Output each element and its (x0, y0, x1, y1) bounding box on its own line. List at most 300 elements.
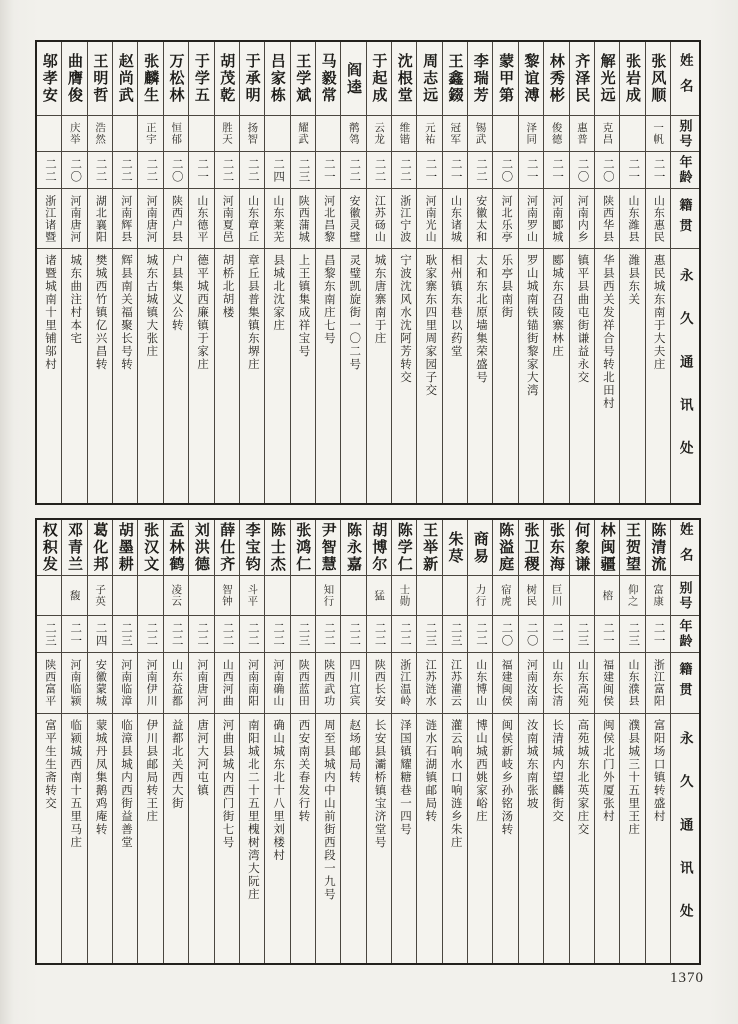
alias-cell (240, 576, 264, 616)
person-age: 二一 (196, 157, 209, 183)
alias-cell (37, 116, 61, 152)
name-cell (138, 520, 162, 576)
person-age: 二一 (652, 157, 665, 183)
native-place-cell (392, 653, 416, 714)
entry-column (163, 42, 188, 503)
person-native-place: 安徽太和 (474, 194, 487, 243)
person-alias: 恒郁 (170, 122, 183, 145)
entry-column (594, 520, 619, 963)
alias-cell (316, 576, 340, 616)
person-name: 王贺望 (623, 522, 641, 573)
person-age: 二四 (94, 621, 107, 647)
directory-table-bottom (35, 518, 701, 965)
alias-cell (417, 116, 441, 152)
person-native-place: 河南夏邑 (221, 194, 234, 243)
address-cell (493, 714, 517, 963)
person-age: 二二 (398, 157, 411, 183)
header-address-label: 永久通讯处 (677, 730, 693, 947)
name-cell (138, 42, 162, 116)
person-name: 黎谊溥 (522, 53, 540, 104)
age-cell (341, 152, 365, 189)
person-native-place: 湖北襄阳 (94, 194, 107, 243)
age-cell (215, 152, 239, 189)
person-name: 邬孝安 (40, 53, 58, 104)
person-address: 蒙城丹凤集鹅鸡庵转 (94, 719, 107, 836)
native-place-cell (341, 189, 365, 249)
person-name: 吕家栋 (268, 53, 286, 104)
person-age: 二二 (475, 621, 488, 647)
name-cell (620, 42, 644, 116)
person-address: 宁波沈风水沈阿芳转交 (398, 254, 411, 384)
person-name: 林闽疆 (598, 522, 616, 573)
native-place-cell (37, 653, 61, 714)
native-place-cell (544, 653, 568, 714)
alias-cell (316, 116, 340, 152)
age-cell (417, 616, 441, 653)
name-cell (341, 520, 365, 576)
name-cell (519, 520, 543, 576)
person-native-place: 陕西户县 (170, 194, 183, 243)
person-name: 张岩成 (623, 53, 641, 104)
address-cell (646, 249, 670, 503)
person-native-place: 山东章丘 (246, 194, 259, 243)
address-cell (316, 249, 340, 503)
person-native-place: 山东潍县 (626, 194, 639, 243)
person-alias: 庆举 (68, 122, 81, 145)
person-name: 陈清流 (649, 522, 667, 573)
age-cell (164, 616, 188, 653)
native-place-cell (367, 189, 391, 249)
entry-column (569, 42, 594, 503)
person-name: 张风顺 (649, 53, 667, 104)
person-address: 闽侯新岐乡孙铭汤转 (500, 719, 513, 836)
person-age: 二二 (221, 621, 234, 647)
person-name: 万松林 (167, 53, 185, 104)
person-age: 二二 (43, 157, 56, 183)
entry-column (239, 520, 264, 963)
entry-column (188, 520, 213, 963)
person-alias: 力行 (474, 584, 487, 607)
alias-cell (493, 116, 517, 152)
header-alias-label: 别号 (677, 580, 693, 611)
address-cell (417, 714, 441, 963)
native-place-cell (417, 189, 441, 249)
alias-cell (113, 576, 137, 616)
person-address: 富阳场口镇转盛村 (652, 719, 665, 823)
alias-cell (88, 576, 112, 616)
alias-cell (519, 576, 543, 616)
age-cell (265, 152, 289, 189)
person-age: 二二 (246, 157, 259, 183)
entry-column (442, 520, 467, 963)
address-cell (519, 249, 543, 503)
person-name: 何象谦 (573, 522, 591, 573)
native-place-cell (265, 653, 289, 714)
name-cell (189, 520, 213, 576)
native-place-cell (164, 189, 188, 249)
person-native-place: 浙江温岭 (398, 659, 411, 707)
person-age: 二〇 (170, 157, 183, 183)
header-column (670, 520, 699, 963)
age-cell (646, 616, 670, 653)
person-age: 二二 (246, 621, 259, 647)
person-alias: 一帆 (652, 122, 665, 145)
person-address: 益都北关西大街 (170, 719, 183, 810)
person-address: 南阳城北二十五里槐树湾大阮庄 (246, 719, 259, 901)
name-cell (291, 42, 315, 116)
person-native-place: 山东濮县 (626, 659, 639, 707)
address-cell (291, 249, 315, 503)
name-cell (417, 42, 441, 116)
address-cell (215, 249, 239, 503)
person-name: 于起成 (370, 53, 388, 104)
alias-cell (138, 576, 162, 616)
person-address: 太和东北原墙集荣盛号 (475, 254, 488, 384)
person-address: 胡桥北胡楼 (221, 254, 234, 319)
person-name: 齐泽民 (573, 53, 591, 104)
person-age: 二三 (627, 621, 640, 647)
person-address: 诸暨城南十里铺邬村 (43, 254, 56, 371)
person-name: 张鸿仁 (294, 522, 312, 573)
person-native-place: 山东惠民 (652, 194, 665, 243)
person-address: 河曲县城内西门街七号 (221, 719, 234, 849)
name-cell (291, 520, 315, 576)
header-name-cell (671, 42, 699, 116)
native-place-cell (316, 653, 340, 714)
address-cell (88, 249, 112, 503)
native-place-cell (417, 653, 441, 714)
person-name: 商易 (471, 530, 489, 565)
header-native-label: 籍贯 (677, 197, 693, 240)
entry-column (112, 520, 137, 963)
name-cell (544, 520, 568, 576)
name-cell (88, 42, 112, 116)
entry-column (442, 42, 467, 503)
person-age: 二一 (424, 157, 437, 183)
person-age: 二二 (322, 621, 335, 647)
person-address: 城东唐寨南于庄 (373, 254, 386, 345)
header-age-cell (671, 152, 699, 189)
person-name: 邓青兰 (66, 522, 84, 573)
entry-column (87, 520, 112, 963)
person-alias: 泽同 (525, 122, 538, 145)
person-native-place: 浙江宁波 (398, 194, 411, 243)
alias-cell (646, 576, 670, 616)
alias-cell (595, 576, 619, 616)
name-cell (646, 42, 670, 116)
native-place-cell (519, 189, 543, 249)
person-native-place: 福建闽侯 (601, 659, 614, 707)
entry-column (61, 42, 86, 503)
age-cell (316, 616, 340, 653)
person-address: 郾城东召陵寨林庄 (551, 254, 564, 358)
person-address: 县城北沈家庄 (272, 254, 285, 332)
person-name: 沈根堂 (395, 53, 413, 104)
person-address: 濮县城三十五里王庄 (627, 719, 640, 836)
entry-column (366, 42, 391, 503)
name-cell (265, 42, 289, 116)
person-native-place: 安徽蒙城 (94, 659, 107, 707)
name-cell (215, 42, 239, 116)
address-cell (88, 714, 112, 963)
age-cell (62, 152, 86, 189)
person-age: 二三 (576, 621, 589, 647)
person-name: 解光远 (598, 53, 616, 104)
age-cell (392, 152, 416, 189)
person-age: 二二 (373, 621, 386, 647)
native-place-cell (468, 189, 492, 249)
native-place-cell (265, 189, 289, 249)
person-name: 曲膺俊 (66, 53, 84, 104)
age-cell (240, 616, 264, 653)
header-age-label: 年龄 (677, 619, 693, 649)
person-name: 尹智慧 (319, 522, 337, 573)
alias-cell (341, 116, 365, 152)
person-address: 镇平县曲屯街谦益永交 (576, 254, 589, 384)
person-native-place: 山东长清 (550, 659, 563, 707)
entry-column (137, 520, 162, 963)
person-name: 薛仕齐 (218, 522, 236, 573)
address-cell (265, 249, 289, 503)
native-place-cell (646, 189, 670, 249)
alias-cell (544, 576, 568, 616)
header-alias-cell (671, 576, 699, 616)
native-place-cell (138, 189, 162, 249)
alias-cell (291, 116, 315, 152)
name-cell (164, 42, 188, 116)
person-name: 胡博尔 (370, 522, 388, 573)
person-alias: 冠军 (449, 122, 462, 145)
person-address: 德平城西廉镇于家庄 (196, 254, 209, 371)
person-name: 李瑞芳 (471, 53, 489, 104)
name-cell (37, 42, 61, 116)
header-address-cell (671, 714, 699, 963)
person-native-place: 浙江富阳 (652, 659, 665, 707)
person-address: 临漳县城内西街益善堂 (120, 719, 133, 849)
person-age: 二三 (43, 621, 56, 647)
entry-column (518, 520, 543, 963)
address-cell (138, 714, 162, 963)
age-cell (138, 616, 162, 653)
name-cell (367, 42, 391, 116)
name-cell (62, 42, 86, 116)
entry-column (340, 520, 365, 963)
age-cell (240, 152, 264, 189)
person-address: 城东古城镇大张庄 (145, 254, 158, 358)
person-alias: 凌云 (170, 584, 183, 607)
address-cell (316, 714, 340, 963)
entry-column (594, 42, 619, 503)
entry-column (619, 42, 644, 503)
person-alias: 维锴 (398, 122, 411, 145)
person-name: 周志远 (421, 53, 439, 104)
person-native-place: 陕西富平 (43, 659, 56, 707)
alias-cell (341, 576, 365, 616)
alias-cell (468, 116, 492, 152)
age-cell (544, 616, 568, 653)
person-age: 二一 (69, 621, 82, 647)
person-age: 二二 (398, 621, 411, 647)
age-cell (164, 152, 188, 189)
native-place-cell (164, 653, 188, 714)
person-address: 泽国镇耀糖巷一四号 (398, 719, 411, 836)
name-cell (316, 520, 340, 576)
name-cell (341, 42, 365, 116)
person-age: 二二 (196, 621, 209, 647)
entry-column (112, 42, 137, 503)
name-cell (240, 520, 264, 576)
person-address: 涟水石湖镇邮局转 (424, 719, 437, 823)
native-place-cell (341, 653, 365, 714)
person-name: 王明哲 (91, 53, 109, 104)
entry-column (416, 520, 441, 963)
person-name: 马毅常 (319, 53, 337, 104)
native-place-cell (468, 653, 492, 714)
person-age: 二二 (120, 157, 133, 183)
person-alias: 耀武 (297, 122, 310, 145)
header-native-label: 籍贯 (677, 662, 693, 704)
person-alias: 斗平 (246, 584, 259, 607)
person-age: 二二 (94, 157, 107, 183)
person-alias: 士勋 (398, 584, 411, 607)
header-address-label: 永久通讯处 (677, 268, 693, 484)
header-column (670, 42, 699, 503)
alias-cell (291, 576, 315, 616)
person-name: 胡茂乾 (218, 53, 236, 104)
address-cell (37, 714, 61, 963)
person-age: 二一 (449, 157, 462, 183)
entry-column (239, 42, 264, 503)
age-cell (570, 616, 594, 653)
alias-cell (265, 116, 289, 152)
name-cell (443, 42, 467, 116)
name-cell (113, 42, 137, 116)
native-place-cell (291, 189, 315, 249)
person-name: 陈溢庭 (497, 522, 515, 573)
name-cell (189, 42, 213, 116)
person-native-place: 河南临颍 (69, 659, 82, 707)
person-native-place: 河南伊川 (145, 659, 158, 707)
person-age: 二三 (297, 621, 310, 647)
entry-column (467, 42, 492, 503)
address-cell (468, 249, 492, 503)
age-cell (519, 152, 543, 189)
person-address: 富平生生斋转交 (43, 719, 56, 810)
native-place-cell (443, 189, 467, 249)
name-cell (265, 520, 289, 576)
age-cell (215, 616, 239, 653)
header-native-cell (671, 189, 699, 249)
entry-column (163, 520, 188, 963)
person-address: 灵璧凯旋街一〇二号 (348, 254, 361, 371)
age-cell (88, 152, 112, 189)
name-cell (88, 520, 112, 576)
person-address: 唐河大河屯镇 (196, 719, 209, 797)
address-cell (367, 249, 391, 503)
native-place-cell (113, 189, 137, 249)
name-cell (392, 42, 416, 116)
person-native-place: 四川宜宾 (348, 659, 360, 707)
person-native-place: 江苏涟水 (424, 659, 437, 707)
address-cell (164, 249, 188, 503)
person-age: 二一 (652, 621, 665, 647)
alias-cell (570, 116, 594, 152)
alias-cell (62, 576, 86, 616)
native-place-cell (570, 653, 594, 714)
alias-cell (544, 116, 568, 152)
alias-cell (595, 116, 619, 152)
name-cell (37, 520, 61, 576)
person-name: 赵尚武 (116, 53, 134, 104)
person-age: 二〇 (500, 157, 513, 183)
person-alias: 榕 (601, 589, 614, 602)
person-name: 李宝钧 (243, 522, 261, 573)
person-alias: 惠普 (575, 122, 588, 145)
address-cell (544, 714, 568, 963)
address-cell (189, 714, 213, 963)
age-cell (417, 152, 441, 189)
person-address: 上王镇集成祥宝号 (297, 254, 310, 358)
entry-column (264, 42, 289, 503)
address-cell (367, 714, 391, 963)
header-alias-cell (671, 116, 699, 152)
header-native-cell (671, 653, 699, 714)
person-address: 长清城内望麟街交 (551, 719, 564, 823)
person-age: 二〇 (601, 157, 614, 183)
address-cell (493, 249, 517, 503)
person-alias: 云龙 (373, 122, 386, 145)
address-cell (620, 249, 644, 503)
person-age: 二二 (475, 157, 488, 183)
age-cell (595, 152, 619, 189)
name-cell (215, 520, 239, 576)
person-name: 林秀彬 (547, 53, 565, 104)
person-native-place: 河南罗山 (525, 194, 538, 243)
person-alias: 克昌 (601, 122, 614, 145)
alias-cell (138, 116, 162, 152)
person-native-place: 河南唐河 (195, 659, 208, 707)
person-age: 二三 (120, 621, 133, 647)
person-native-place: 河南临漳 (119, 659, 132, 707)
person-address: 章丘县普集镇东堺庄 (246, 254, 259, 371)
age-cell (443, 152, 467, 189)
address-cell (392, 714, 416, 963)
native-place-cell (215, 653, 239, 714)
alias-cell (417, 576, 441, 616)
alias-cell (646, 116, 670, 152)
age-cell (367, 152, 391, 189)
address-cell (189, 249, 213, 503)
person-age: 二二 (348, 621, 361, 647)
person-name: 阎逵 (345, 61, 362, 96)
person-native-place: 福建闽侯 (500, 659, 513, 707)
person-native-place: 河南郾城 (550, 194, 563, 243)
directory-table-top (35, 40, 701, 505)
person-age: 二〇 (525, 621, 538, 647)
person-address: 长安县灞桥镇宝济堂号 (373, 719, 386, 849)
person-age: 二二 (221, 157, 234, 183)
entry-column (188, 42, 213, 503)
person-address: 户县集义公转 (170, 254, 183, 332)
entry-column (467, 520, 492, 963)
address-cell (443, 249, 467, 503)
name-cell (519, 42, 543, 116)
person-native-place: 安徽灵璧 (348, 194, 360, 243)
person-address: 临颍城西南十五里马庄 (69, 719, 82, 849)
age-cell (570, 152, 594, 189)
person-native-place: 河北乐亭 (500, 194, 513, 243)
person-name: 孟林鹤 (167, 522, 185, 573)
